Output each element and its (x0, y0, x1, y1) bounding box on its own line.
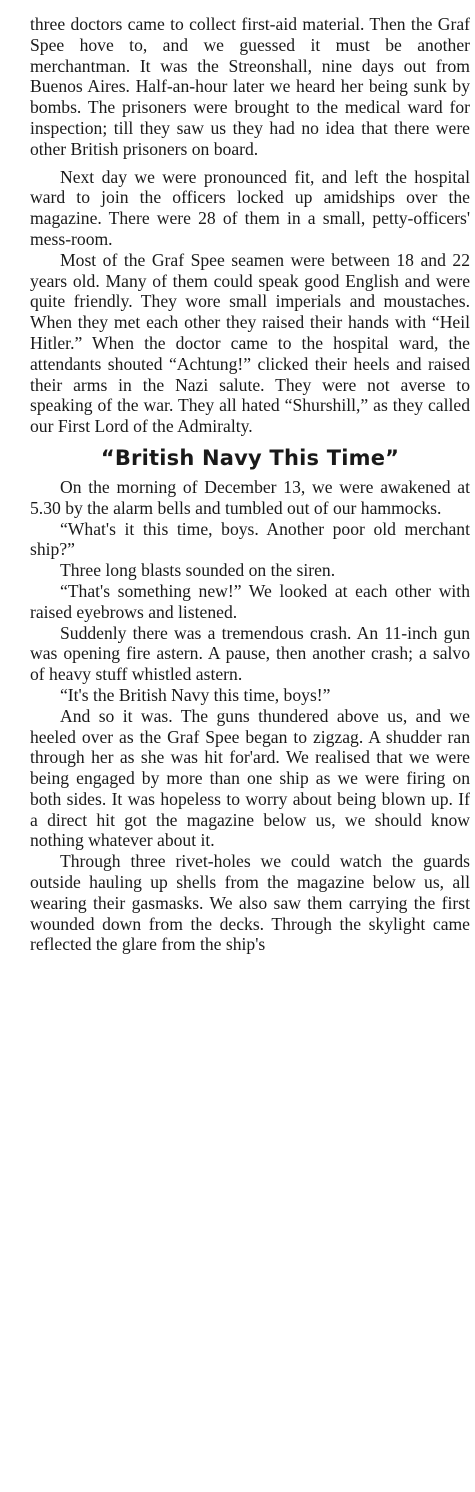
paragraph-british-navy-quote: “It's the British Navy this time, boys!” (60, 684, 331, 705)
paragraph-continuation: three doctors came to collect first-aid material. Then the Graf Spee hove to, and we guessed it must be another merchantman. It was the Streonshall, nine days out from Buenos Aires. Half-an-hour later we heard her being sunk by bombs. The prisoners were brought to the medical ward for inspection; till they saw us they had no idea that there were other British prisoners on board. (30, 14, 470, 159)
article-column (30, 14, 470, 955)
paragraph-guns-thundered: And so it was. The guns thundered above us, and we heeled over as the Graf Spee began to zigzag. A shudder ran through her as she was hit for'ard. We realised that we were being engaged by more than one ship as we were firing on both sides. It was hopeless to worry about being blown up. If a direct hit got the magazine below us, we should know nothing whatever about it. (30, 705, 470, 851)
section-heading: “British Navy This Time” (100, 445, 400, 470)
paragraph-alarm-bells: On the morning of December 13, we were awakened at 5.30 by the alarm bells and tumbled out of our hammocks. (30, 476, 470, 518)
paragraph-siren: Three long blasts sounded on the siren. (60, 560, 336, 581)
paragraph-something-new: “That's something new!” We looked at each other with raised eyebrows and listened. (30, 580, 470, 622)
paragraph-tremendous-crash: Suddenly there was a tremendous crash. An 11-inch gun was opening fire astern. A pause, then another crash; a salvo of heavy stuff whistled astern. (30, 622, 470, 685)
paragraph-merchant-ship-quote: “What's it this time, boys. Another poor old merchant ship?” (30, 518, 470, 560)
paragraph-seamen: Most of the Graf Spee seamen were between 18 and 22 years old. Many of them could speak good English and were quite friendly. They wore small imperials and moustaches. When they met each other they raised their hands with “Heil Hitler.” When the doctor came to the hospital ward, the attendants shouted “Achtung!” clicked their heels and raised their arms in the Nazi salute. They were not averse to speaking of the war. They all hated “Shurshill,” as they called our First Lord of the Admiralty. (30, 249, 470, 437)
paragraph-pronounced-fit: Next day we were pronounced fit, and left the hospital ward to join the officers locked up amidships over the magazine. There were 28 of them in a small, petty-officers' mess-room. (30, 166, 470, 249)
paragraph-rivet-holes: Through three rivet-holes we could watch the guards outside hauling up shells from the magazine below us, all wearing their gasmasks. We also saw them carrying the first wounded down from the decks. Through the skylight came reflected the glare from the ship's (30, 851, 470, 955)
